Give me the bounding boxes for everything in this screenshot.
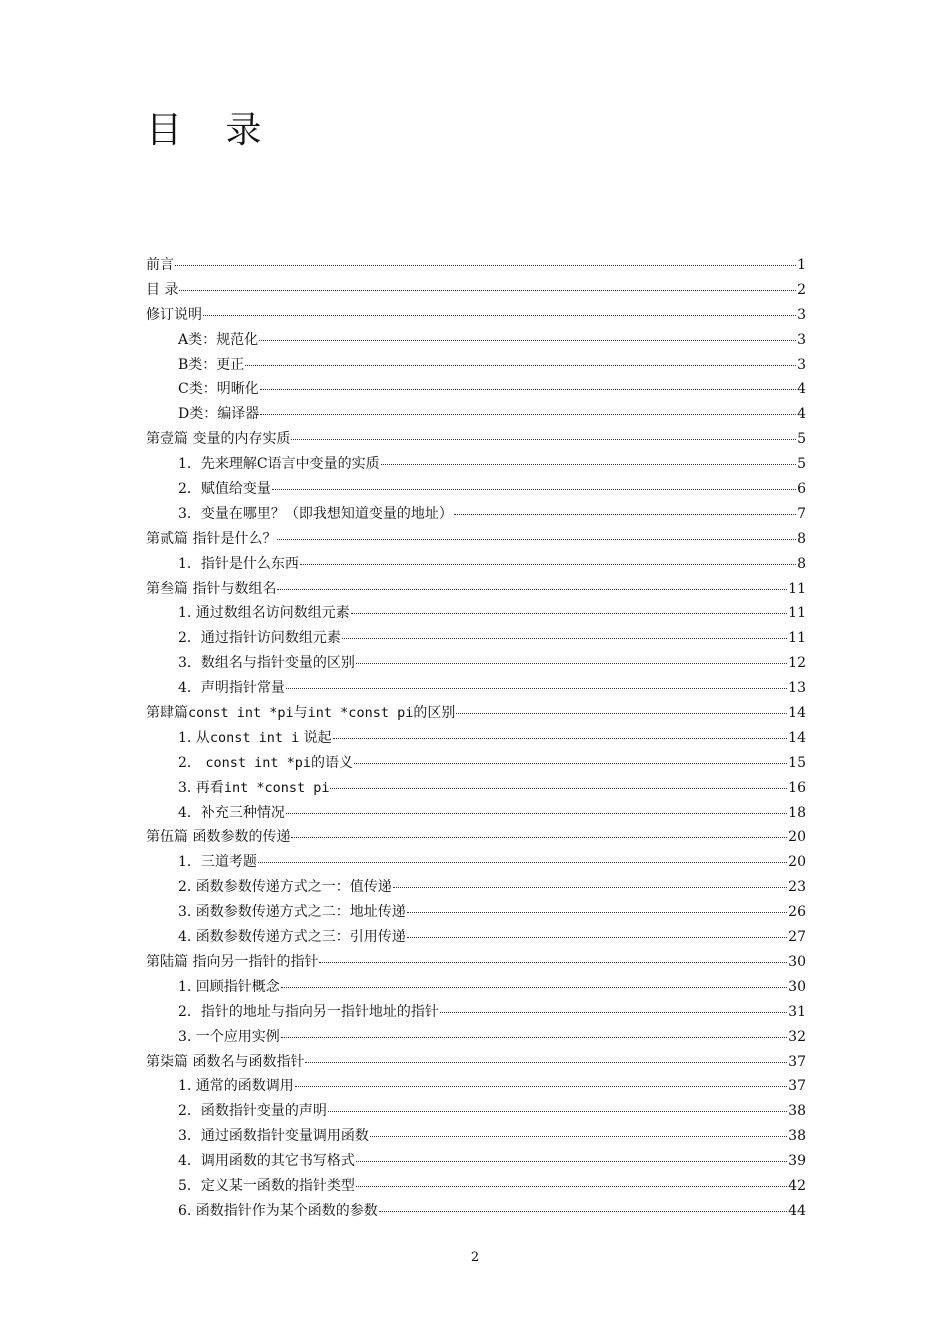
toc-dot-leader bbox=[319, 948, 787, 963]
toc-dot-leader bbox=[277, 575, 787, 590]
toc-text: 第壹篇 变量的内存实质 bbox=[146, 431, 291, 448]
toc-text: 前言 bbox=[146, 257, 174, 273]
toc-entry-label bbox=[178, 1099, 327, 1124]
toc-page-number: 14 bbox=[788, 729, 806, 746]
toc-page-number: 30 bbox=[788, 978, 806, 995]
toc-page-number: 6 bbox=[797, 481, 806, 498]
toc-section-entry[interactable] bbox=[146, 676, 806, 701]
toc-chapter-entry[interactable] bbox=[146, 527, 806, 552]
toc-text: 6. 函数指针作为某个函数的参数 bbox=[178, 1202, 378, 1219]
toc-page-number: 8 bbox=[797, 530, 806, 547]
toc-entry-label bbox=[146, 825, 290, 850]
toc-page-number: 31 bbox=[788, 1003, 806, 1020]
toc-section-entry[interactable] bbox=[146, 377, 806, 402]
toc-section-entry[interactable] bbox=[146, 900, 806, 925]
toc-page-number: 15 bbox=[788, 754, 806, 771]
toc-dot-leader bbox=[277, 525, 796, 540]
toc-text: 第柒篇 函数名与函数指针 bbox=[146, 1053, 305, 1070]
toc-section-entry[interactable] bbox=[146, 850, 806, 875]
toc-text: 3．变量在哪里？（即我想知道变量的地址） bbox=[178, 505, 453, 522]
toc-text: 1. 回顾指针概念 bbox=[178, 978, 280, 995]
toc-text: 1．三道考题 bbox=[178, 854, 257, 871]
toc-chapter-entry[interactable] bbox=[146, 303, 806, 328]
toc-text: 第伍篇 函数参数的传递 bbox=[146, 829, 291, 846]
toc-entry-label bbox=[178, 353, 244, 378]
toc-chapter-entry[interactable] bbox=[146, 950, 806, 975]
toc-dot-leader bbox=[330, 774, 787, 789]
toc-text: 3. 再看 bbox=[178, 779, 224, 796]
toc-section-entry[interactable] bbox=[146, 975, 806, 1000]
toc-section-entry[interactable] bbox=[146, 875, 806, 900]
toc-section-entry[interactable] bbox=[146, 651, 806, 676]
toc-page-number: 3 bbox=[797, 356, 806, 373]
toc-entry-label bbox=[178, 377, 259, 402]
toc-page-number: 27 bbox=[788, 929, 806, 946]
toc-code-text: const int i bbox=[209, 729, 300, 746]
toc-dot-leader bbox=[354, 749, 787, 764]
toc-dot-leader bbox=[356, 649, 787, 664]
toc-text: 2．赋值给变量 bbox=[178, 481, 271, 498]
toc-text: 第肆篇 bbox=[146, 705, 188, 722]
toc-dot-leader bbox=[260, 375, 796, 390]
toc-dot-leader bbox=[258, 848, 787, 863]
toc-page-number: 7 bbox=[797, 505, 806, 522]
toc-text: 3. 一个应用实例 bbox=[178, 1028, 280, 1045]
toc-chapter-entry[interactable] bbox=[146, 701, 806, 726]
toc-entry-label bbox=[178, 726, 332, 751]
toc-page-number: 42 bbox=[788, 1177, 806, 1194]
toc-dot-leader bbox=[381, 450, 796, 465]
toc-chapter-entry[interactable] bbox=[146, 427, 806, 452]
toc-entry-label bbox=[178, 1174, 355, 1199]
toc-page-number: 13 bbox=[788, 680, 806, 697]
toc-page-number: 44 bbox=[788, 1202, 806, 1219]
toc-section-entry[interactable] bbox=[146, 477, 806, 502]
toc-entry-label bbox=[178, 1199, 378, 1224]
toc-section-entry[interactable] bbox=[146, 502, 806, 527]
toc-page-number: 30 bbox=[788, 953, 806, 970]
toc-page-number: 5 bbox=[797, 431, 806, 448]
toc-section-entry[interactable] bbox=[146, 1074, 806, 1099]
toc-entry-label bbox=[178, 776, 329, 801]
page-title: 目 录 bbox=[146, 110, 278, 151]
toc-page-number: 3 bbox=[797, 331, 806, 348]
toc-page-number: 38 bbox=[788, 1103, 806, 1120]
toc-entry-label bbox=[178, 1000, 439, 1025]
toc-section-entry[interactable] bbox=[146, 1124, 806, 1149]
toc-text: 1. 通过数组名访问数组元素 bbox=[178, 605, 350, 622]
toc-text: B类：更正 bbox=[178, 356, 245, 373]
toc-entry-label bbox=[146, 701, 455, 726]
toc-entry-label bbox=[178, 751, 353, 776]
toc-page-number: 20 bbox=[788, 854, 806, 871]
toc-text: 1. 从 bbox=[178, 729, 210, 746]
toc-page-number: 11 bbox=[788, 580, 806, 597]
toc-section-entry[interactable] bbox=[146, 751, 806, 776]
toc-dot-leader bbox=[203, 301, 796, 316]
toc-text: 1．指针是什么东西 bbox=[178, 555, 299, 572]
toc-dot-leader bbox=[295, 1072, 787, 1087]
toc-text: 1. 通常的函数调用 bbox=[178, 1078, 294, 1095]
toc-section-entry[interactable] bbox=[146, 552, 806, 577]
toc-dot-leader bbox=[440, 998, 787, 1013]
toc-dot-leader bbox=[175, 251, 796, 266]
toc-section-entry[interactable] bbox=[146, 402, 806, 427]
toc-entry-label bbox=[178, 1074, 294, 1099]
toc-entry-label bbox=[178, 850, 257, 875]
toc-code-text: const int *pi bbox=[188, 705, 294, 722]
toc-section-entry[interactable] bbox=[146, 601, 806, 626]
toc-section-entry[interactable] bbox=[146, 1000, 806, 1025]
toc-code-text: int *const pi bbox=[223, 779, 330, 796]
toc-chapter-entry[interactable] bbox=[146, 253, 806, 278]
toc-entry-label bbox=[146, 303, 202, 328]
toc-text: A类：规范化 bbox=[178, 331, 259, 348]
toc-entry-label bbox=[178, 676, 285, 701]
toc-dot-leader bbox=[407, 898, 787, 913]
toc-page-number: 23 bbox=[788, 879, 806, 896]
toc-section-entry[interactable] bbox=[146, 1174, 806, 1199]
toc-entry-label bbox=[178, 1124, 369, 1149]
toc-dot-leader bbox=[379, 1197, 787, 1212]
toc-entry-label bbox=[146, 527, 276, 552]
toc-dot-leader bbox=[281, 1023, 787, 1038]
toc-page-number: 12 bbox=[788, 655, 806, 672]
toc-text: 4．调用函数的其它书写格式 bbox=[178, 1153, 355, 1170]
toc-dot-leader bbox=[260, 400, 796, 415]
toc-text: 说起 bbox=[299, 729, 332, 746]
toc-dot-leader bbox=[454, 500, 796, 515]
toc-page-number: 32 bbox=[788, 1028, 806, 1045]
toc-text: 5．定义某一函数的指针类型 bbox=[178, 1177, 355, 1194]
toc-text: 第贰篇 指针是什么？ bbox=[146, 530, 277, 547]
toc-page-number: 2 bbox=[797, 281, 806, 298]
toc-section-entry[interactable] bbox=[146, 1199, 806, 1224]
toc-page-number: 4 bbox=[797, 381, 806, 398]
toc-section-entry[interactable] bbox=[146, 776, 806, 801]
table-of-contents bbox=[146, 253, 806, 1224]
toc-entry-label bbox=[178, 1025, 280, 1050]
toc-chapter-entry[interactable] bbox=[146, 577, 806, 602]
toc-text: 修订说明 bbox=[146, 306, 202, 323]
toc-text: 与 bbox=[293, 705, 308, 722]
toc-dot-leader bbox=[456, 699, 787, 714]
toc-entry-label bbox=[146, 253, 174, 278]
toc-dot-leader bbox=[286, 799, 787, 814]
toc-entry-label bbox=[146, 1050, 304, 1075]
toc-section-entry[interactable] bbox=[146, 452, 806, 477]
toc-entry-label bbox=[146, 427, 290, 452]
toc-section-entry[interactable] bbox=[146, 328, 806, 353]
toc-text: 目 录 bbox=[146, 281, 179, 298]
toc-section-entry[interactable] bbox=[146, 1025, 806, 1050]
toc-chapter-entry[interactable] bbox=[146, 278, 806, 303]
toc-text: 2． bbox=[178, 754, 206, 771]
toc-page-number: 38 bbox=[788, 1128, 806, 1145]
toc-entry-label bbox=[178, 900, 406, 925]
toc-entry-label bbox=[178, 601, 350, 626]
toc-dot-leader bbox=[291, 425, 796, 440]
toc-page-number: 5 bbox=[797, 456, 806, 473]
toc-entry-label bbox=[178, 1149, 355, 1174]
toc-page-number: 8 bbox=[797, 555, 806, 572]
toc-dot-leader bbox=[281, 973, 787, 988]
toc-page-number: 37 bbox=[788, 1053, 806, 1070]
toc-dot-leader bbox=[291, 823, 787, 838]
toc-entry-label bbox=[178, 801, 285, 826]
toc-code-text: int *const pi bbox=[307, 705, 414, 722]
toc-page-number: 39 bbox=[788, 1153, 806, 1170]
toc-dot-leader bbox=[305, 1048, 787, 1063]
toc-page-number: 14 bbox=[788, 705, 806, 722]
toc-section-entry[interactable] bbox=[146, 1099, 806, 1124]
toc-text: 2. 函数参数传递方式之一：值传递 bbox=[178, 879, 392, 896]
toc-entry-label bbox=[178, 502, 453, 527]
toc-page-number: 18 bbox=[788, 804, 806, 821]
toc-dot-leader bbox=[272, 475, 796, 490]
toc-page-number: 3 bbox=[797, 306, 806, 323]
toc-entry-label bbox=[178, 626, 341, 651]
toc-dot-leader bbox=[407, 923, 787, 938]
toc-entry-label bbox=[178, 875, 392, 900]
toc-section-entry[interactable] bbox=[146, 1149, 806, 1174]
toc-text: 4. 函数参数传递方式之三：引用传递 bbox=[178, 929, 406, 946]
toc-section-entry[interactable] bbox=[146, 353, 806, 378]
toc-entry-label bbox=[146, 577, 276, 602]
toc-entry-label bbox=[178, 552, 299, 577]
toc-dot-leader bbox=[356, 1147, 787, 1162]
toc-section-entry[interactable] bbox=[146, 801, 806, 826]
toc-text: 3．数组名与指针变量的区别 bbox=[178, 655, 355, 672]
toc-code-text: const int *pi bbox=[205, 754, 312, 771]
toc-dot-leader bbox=[370, 1122, 787, 1137]
toc-dot-leader bbox=[393, 873, 787, 888]
toc-entry-label bbox=[178, 925, 406, 950]
toc-entry-label bbox=[178, 328, 258, 353]
toc-entry-label bbox=[146, 950, 318, 975]
toc-text: 2．通过指针访问数组元素 bbox=[178, 630, 341, 647]
toc-chapter-entry[interactable] bbox=[146, 825, 806, 850]
page-number: 2 bbox=[470, 1250, 480, 1265]
toc-text: 1．先来理解C语言中变量的实质 bbox=[178, 456, 380, 473]
toc-entry-label bbox=[178, 651, 355, 676]
toc-text: D类：编译器 bbox=[178, 406, 260, 423]
toc-chapter-entry[interactable] bbox=[146, 1050, 806, 1075]
toc-entry-label bbox=[178, 477, 271, 502]
toc-entry-label bbox=[178, 452, 380, 477]
toc-section-entry[interactable] bbox=[146, 726, 806, 751]
toc-dot-leader bbox=[333, 724, 788, 739]
toc-dot-leader bbox=[356, 1172, 787, 1187]
toc-entry-label bbox=[178, 975, 280, 1000]
toc-section-entry[interactable] bbox=[146, 925, 806, 950]
toc-page-number: 20 bbox=[788, 829, 806, 846]
toc-page-number: 4 bbox=[797, 406, 806, 423]
toc-text: 第叁篇 指针与数组名 bbox=[146, 580, 277, 597]
toc-text: 2．指针的地址与指向另一指针地址的指针 bbox=[178, 1003, 439, 1020]
toc-section-entry[interactable] bbox=[146, 626, 806, 651]
toc-text: 的语义 bbox=[311, 754, 354, 771]
toc-page-number: 11 bbox=[788, 630, 806, 647]
toc-dot-leader bbox=[259, 326, 796, 341]
toc-text: 4．补充三种情况 bbox=[178, 804, 285, 821]
toc-text: C类：明晰化 bbox=[178, 381, 259, 398]
toc-dot-leader bbox=[179, 276, 796, 291]
toc-dot-leader bbox=[245, 351, 796, 366]
toc-page-number: 1 bbox=[797, 257, 806, 273]
toc-text: 第陆篇 指向另一指针的指针 bbox=[146, 953, 319, 970]
toc-dot-leader bbox=[328, 1097, 787, 1112]
toc-text: 2．函数指针变量的声明 bbox=[178, 1103, 327, 1120]
toc-page-number: 26 bbox=[788, 904, 806, 921]
toc-page-number: 11 bbox=[788, 605, 806, 622]
toc-text: 3．通过函数指针变量调用函数 bbox=[178, 1128, 369, 1145]
toc-entry-label bbox=[146, 278, 178, 303]
toc-text: 的区别 bbox=[413, 705, 456, 722]
toc-dot-leader bbox=[300, 550, 796, 565]
toc-text: 4．声明指针常量 bbox=[178, 680, 285, 697]
toc-dot-leader bbox=[342, 624, 787, 639]
toc-page-number: 37 bbox=[788, 1078, 806, 1095]
toc-entry-label bbox=[178, 402, 259, 427]
toc-dot-leader bbox=[351, 599, 787, 614]
toc-dot-leader bbox=[286, 674, 787, 689]
toc-text: 3. 函数参数传递方式之二：地址传递 bbox=[178, 904, 406, 921]
toc-page-number: 16 bbox=[788, 779, 806, 796]
